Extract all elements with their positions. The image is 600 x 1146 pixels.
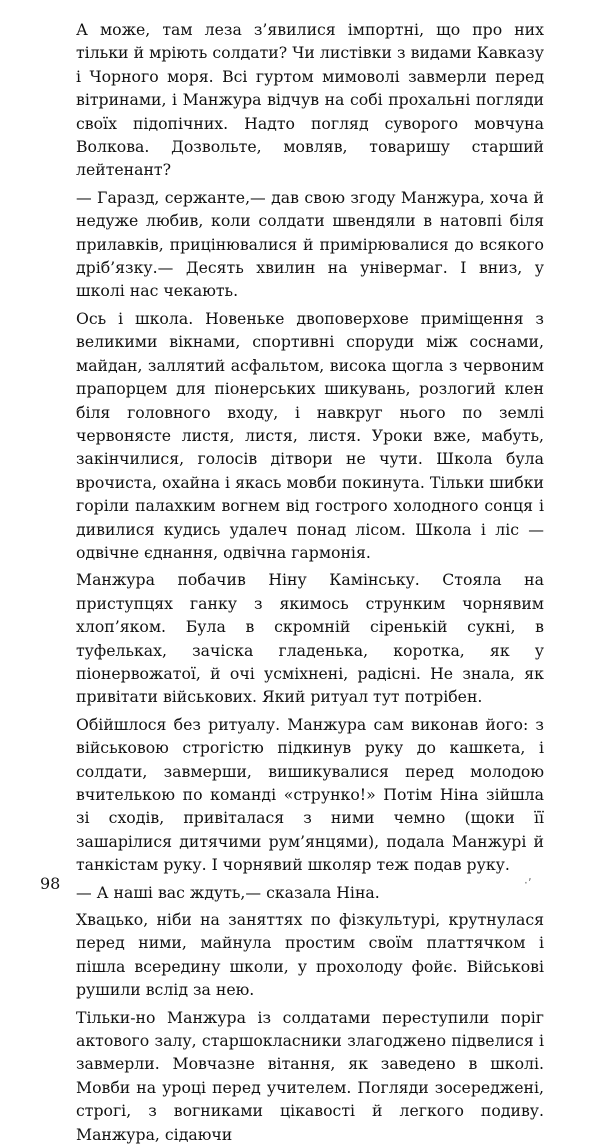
page-number: 98 xyxy=(40,874,61,893)
paragraph-6: — А наші вас ждуть,— сказала Ніна. xyxy=(76,882,380,902)
paragraph-2: — Гаразд, сержанте,— дав свою згоду Манжура, хоча й недуже любив, коли солдати швендяли в натовпі біля прилавків, прицінювалися й примірювалися до всякого дріб’язку.— Десять хвилин на універмаг. І вниз, у школі нас чекають. xyxy=(76,187,544,301)
page-text xyxy=(76,18,544,1146)
paragraph-3: Ось і школа. Новеньке двоповерхове приміщення з великими вікнами, спортивні споруди між соснами, майдан, заллятий асфальтом, висока щогла з червоним прапорцем для піонерських шикувань, розлогий клен біля головного входу, і навкруг нього по землі червонясте листя, листя, листя. Уроки вже, мабуть, закінчилися, голосів дітвори не чути. Школа була врочиста, охайна і якась мовби покинута. Тільки шибки горіли палахким вогнем від гострого холодного сонця і дивилися кудись удалеч понад лісом. Школа і ліс — одвічне єднання, одвічна гармонія. xyxy=(76,308,544,562)
paragraph-8: Тільки-но Манжура із солдатами переступили поріг актового залу, старшокласники злагоджено підвелися і завмерли. Мовчазне вітання, як заведено в школі. Мовби на уроці перед учителем. Погляди зосереджені, строгі, з вогниками цікавості й легкого подиву. Манжура, сідаючи xyxy=(76,1007,544,1144)
corner-mark: ·ʼ xyxy=(524,876,532,890)
paragraph-7: Хвацько, ніби на заняттях по фізкультурі, крутнулася перед ними, майнула простим своїм платтячком і пішла всередину школи, у прохолоду фойє. Військові рушили вслід за нею. xyxy=(76,910,544,1000)
paragraph-5: Обійшлося без ритуалу. Манжура сам виконав його: з військовою строгістю підкинув руку до кашкета, і солдати, завмерши, вишикувалися перед молодою вчителькою по команді «струнко!» Потім Ніна зійшла зі сходів, привіталася з ними чемно (щоки її зашарілися дитячими рум’янцями), подала Манжурі й танкістам руку. І чорнявий школяр теж подав руку. xyxy=(76,714,544,875)
paragraph-1: А може, там леза з’явилися імпортні, що про них тільки й мріють солдати? Чи листівки з видами Кавказу і Чорного моря. Всі гуртом мимоволі завмерли перед вітринами, і Манжура відчув на собі прохальні погляди своїх підопічних. Надто погляд суворого мовчуна Волкова. Дозвольте, мовляв, товаришу старший лейтенант? xyxy=(76,20,544,180)
paragraph-4: Манжура побачив Ніну Камінську. Стояла на приступцях ганку з якимось струнким чорнявим хлоп’яком. Була в скромній сіренькій сукні, в туфельках, зачіска гладенька, коротка, як у піонервожатої, й очі усміхнені, радісні. Не знала, як привітати військових. Який ритуал тут потрібен. xyxy=(76,570,544,707)
